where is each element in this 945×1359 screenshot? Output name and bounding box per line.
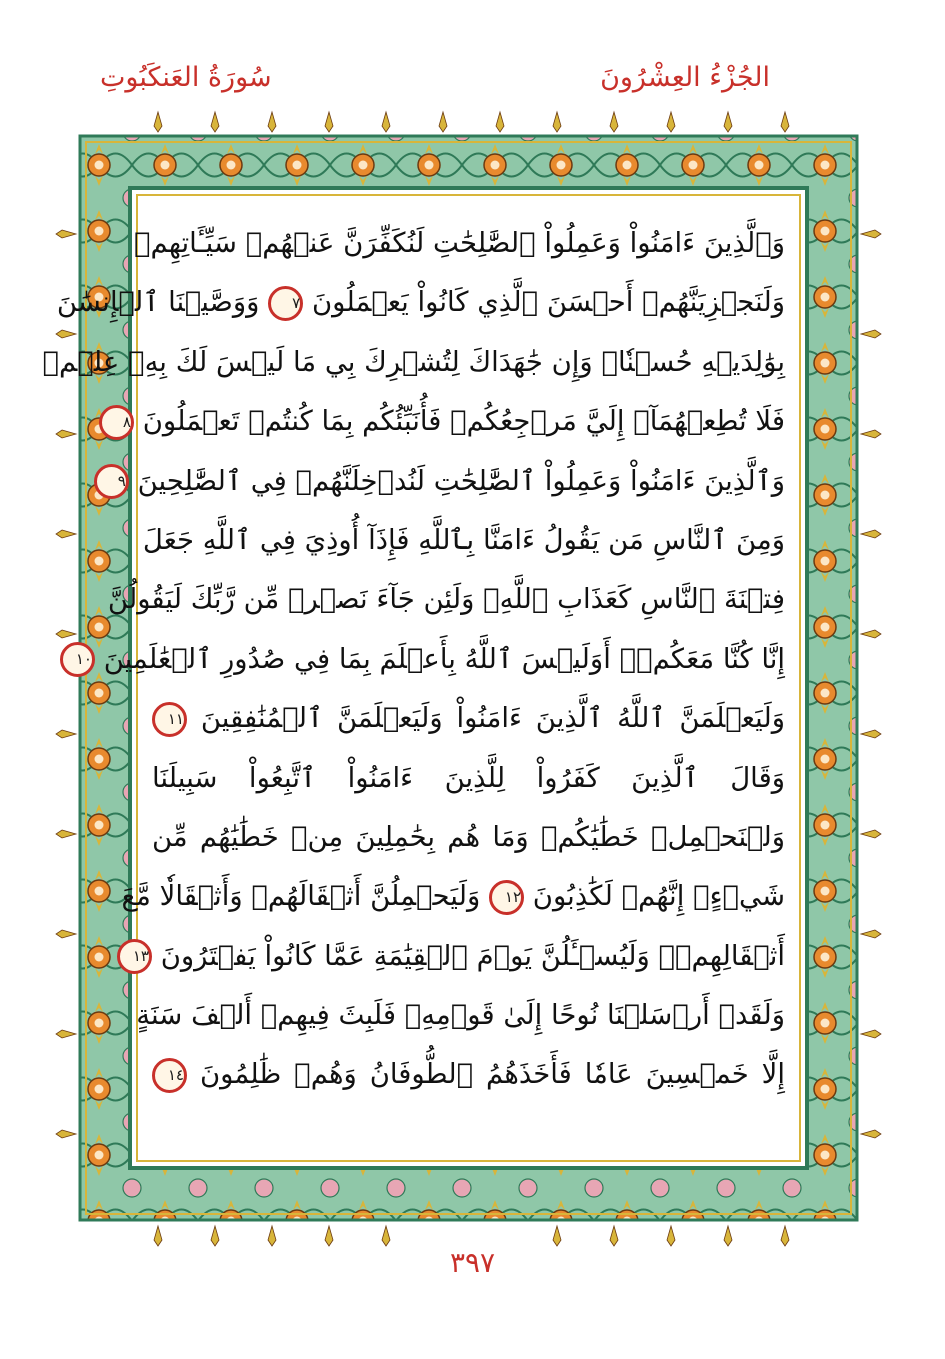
juz-title: الجُزْءُ العِشْرُونَ [600,62,770,93]
text-line: فَلَا تُطِعۡهُمَآۚ إِلَيَّ مَرۡجِعُكُمۡ فَأُنَبِّئُكُم بِمَا كُنتُمۡ تَعۡمَلُونَ ٨ [152,392,785,451]
ayah-number-marker: ١٤ [152,1058,187,1093]
text-line: وَلَيَعۡلَمَنَّ ٱللَّهُ ٱلَّذِينَ ءَامَنُواْ وَلَيَعۡلَمَنَّ ٱلۡمُنَٰفِقِينَ ١١ [152,689,785,748]
text-line: وَلَقَدۡ أَرۡسَلۡنَا نُوحًا إِلَىٰ قَوۡمِهِۦ فَلَبِثَ فِيهِمۡ أَلۡفَ سَنَةٍ [136,999,785,1032]
text-line: فِتۡنَةَ ٱلنَّاسِ كَعَذَابِ ٱللَّهِۖ وَلَئِن جَآءَ نَصۡرٞ مِّن رَّبِّكَ لَيَقُولُنَّ [107,583,785,616]
text-line: شَيۡءٍۖ إِنَّهُمۡ لَكَٰذِبُونَ ١٢ وَلَيَحۡمِلُنَّ أَثۡقَالَهُمۡ وَأَثۡقَالٗا مَّعَ [152,867,785,926]
page-number: ٣٩٧ [449,1246,496,1279]
text-line: وَٱلَّذِينَ ءَامَنُواْ وَعَمِلُواْ ٱلصَّٰلِحَٰتِ لَنُكَفِّرَنَّ عَنۡهُمۡ سَيِّـَٔاتِهِمۡ [134,227,785,259]
text-line: إِلَّا خَمۡسِينَ عَامٗا فَأَخَذَهُمُ ٱلطُّوفَانُ وَهُمۡ ظَٰلِمُونَ ١٤ [152,1045,785,1104]
text-line: بِوَٰلِدَيۡهِ حُسۡنٗاۖ وَإِن جَٰهَدَاكَ لِتُشۡرِكَ بِي مَا لَيۡسَ لَكَ بِهِۦ عِلۡمٞ [42,345,785,378]
surah-title: سُورَةُ العَنكَبُوتِ [100,62,272,93]
ayah-number-marker: ٨ [99,405,134,440]
text-line: أَثۡقَالِهِمۡۖ وَلَيُسۡـَٔلُنَّ يَوۡمَ ٱلۡقِيَٰمَةِ عَمَّا كَانُواْ يَفۡتَرُونَ ١٣ [152,927,785,986]
ayah-number-marker: ١٣ [117,939,152,974]
quran-text-block [42,200,795,1155]
text-line: وَٱلَّذِينَ ءَامَنُواْ وَعَمِلُواْ ٱلصَّٰلِحَٰتِ لَنُدۡخِلَنَّهُمۡ فِي ٱلصَّٰلِحِينَ ٩ [152,452,785,511]
text-line: وَلَنَجۡزِيَنَّهُمۡ أَحۡسَنَ ٱلَّذِي كَانُواْ يَعۡمَلُونَ ٧ وَوَصَّيۡنَا ٱلۡإِنسَٰنَ [152,273,785,332]
ayah-number-marker: ٩ [94,464,129,499]
ayah-number-marker: ٧ [268,286,303,321]
text-line: وَلۡنَحۡمِلۡ خَطَٰيَٰكُمۡ وَمَا هُم بِحَٰمِلِينَ مِنۡ خَطَٰيَٰهُم مِّن [152,820,785,853]
ayah-number-marker: ١٠ [60,642,95,677]
text-line: وَمِنَ ٱلنَّاسِ مَن يَقُولُ ءَامَنَّا بِٱللَّهِ فَإِذَآ أُوذِيَ فِي ٱللَّهِ جَعَلَ [142,523,785,556]
ayah-number-marker: ١٢ [489,880,524,915]
text-line: إِنَّا كُنَّا مَعَكُمۡۚ أَوَلَيۡسَ ٱللَّهُ بِأَعۡلَمَ بِمَا فِي صُدُورِ ٱلۡعَٰلَمِينَ ١٠ [152,630,785,689]
text-line: وَقَالَ ٱلَّذِينَ كَفَرُواْ لِلَّذِينَ ءَامَنُواْ ٱتَّبِعُواْ سَبِيلَنَا [152,761,785,794]
ayah-number-marker: ١١ [152,702,187,737]
